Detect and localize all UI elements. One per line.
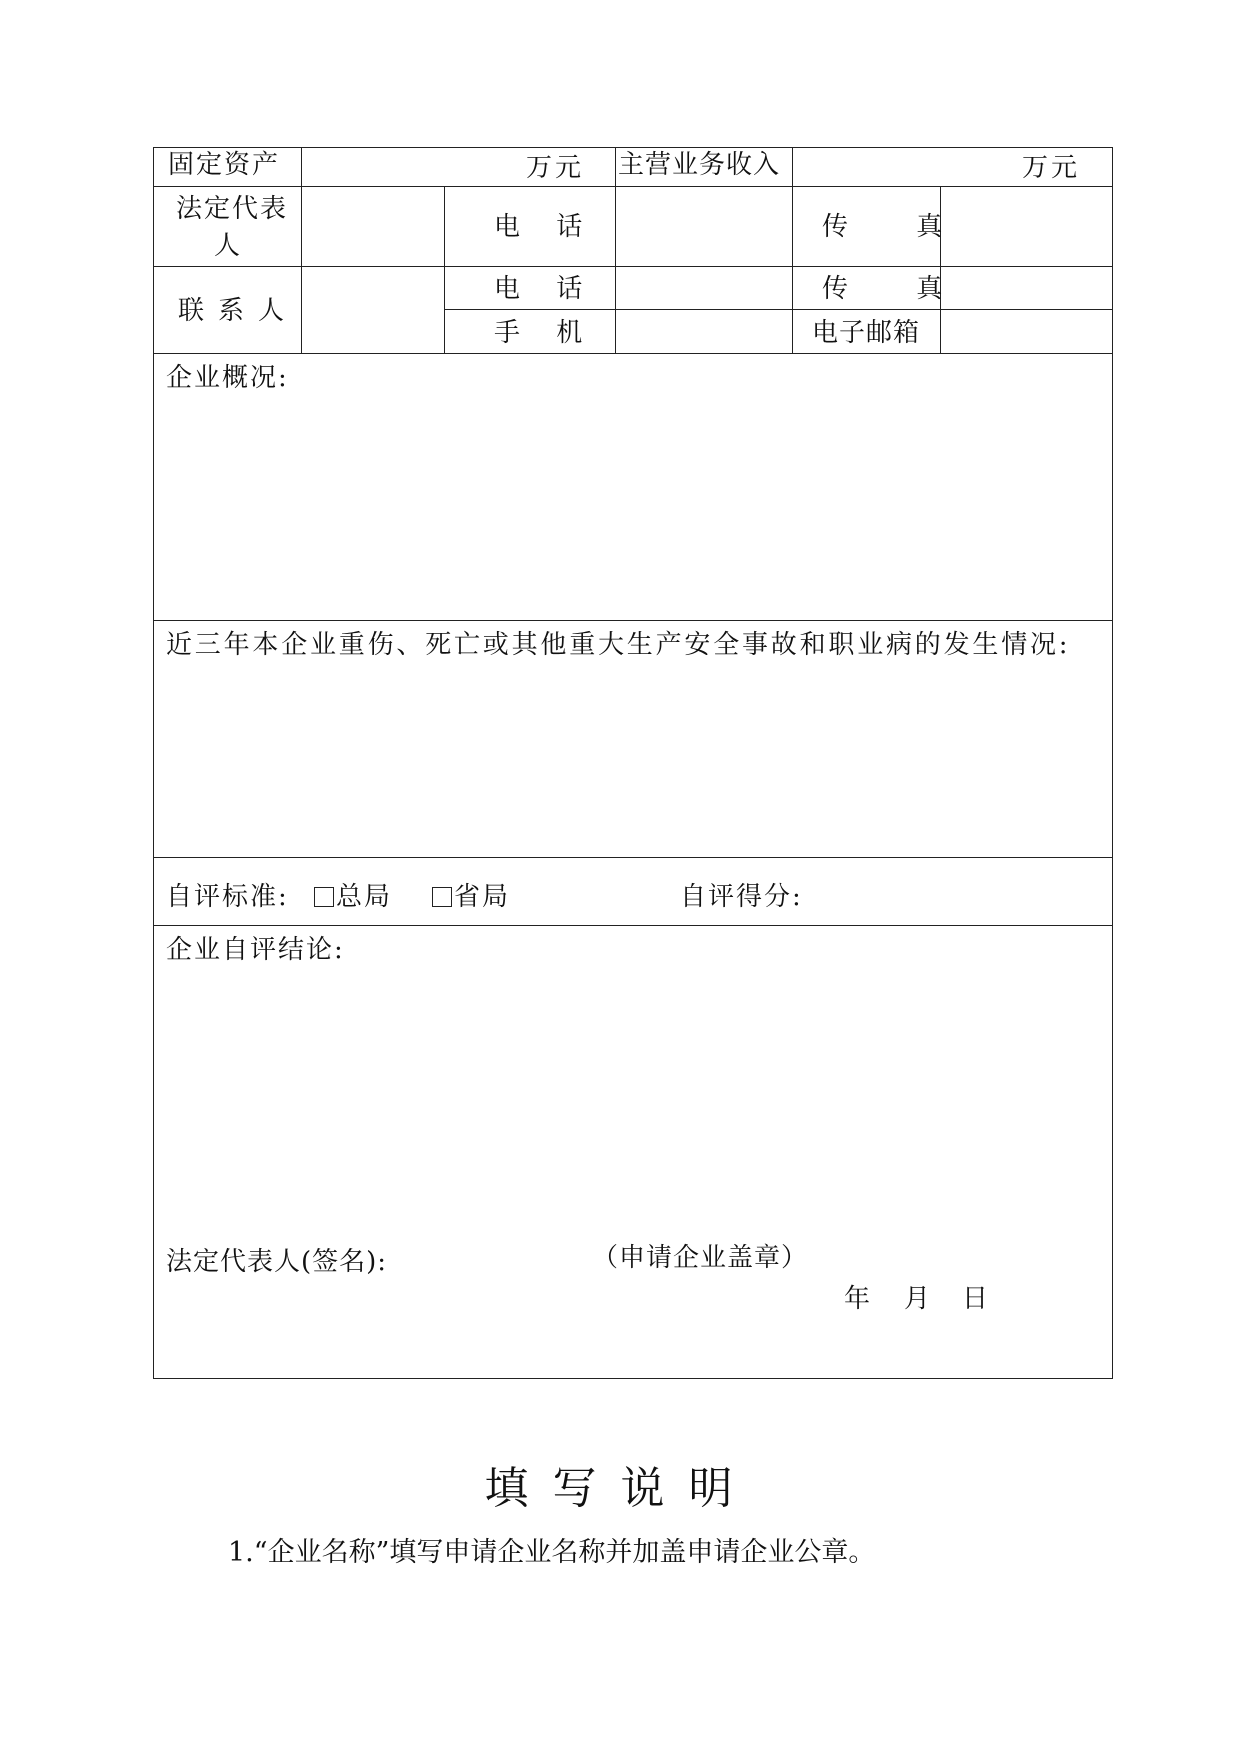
date-year: 年 bbox=[844, 1284, 871, 1314]
col-divider bbox=[301, 148, 302, 353]
fixed-assets-unit: 万元 bbox=[526, 153, 585, 183]
checkbox-icon[interactable] bbox=[314, 887, 334, 907]
row-divider bbox=[154, 353, 1112, 354]
row-divider bbox=[154, 857, 1112, 858]
application-form-table bbox=[153, 147, 1113, 1379]
self-eval-standard-text: 自评标准: bbox=[166, 882, 289, 912]
self-eval-option-national[interactable] bbox=[314, 882, 392, 912]
overview-label: 企业概况: bbox=[166, 363, 289, 393]
contact-label: 联系人 bbox=[178, 296, 299, 326]
date-day: 日 bbox=[962, 1284, 989, 1314]
email-label: 电子邮箱 bbox=[812, 318, 921, 348]
legal-rep-label-line1: 法定代表 bbox=[176, 194, 289, 224]
legal-rep-phone-label: 电 话 bbox=[494, 212, 597, 242]
legal-rep-fax-label: 传 真 bbox=[822, 212, 973, 242]
revenue-label: 主营业务收入 bbox=[618, 150, 781, 180]
mobile-label: 手 机 bbox=[494, 318, 597, 348]
self-eval-standard-label bbox=[166, 882, 289, 912]
fixed-assets-label: 固定资产 bbox=[168, 150, 281, 180]
row-divider bbox=[154, 925, 1112, 926]
row-divider bbox=[154, 186, 1112, 187]
row-divider bbox=[154, 266, 1112, 267]
contact-fax-label: 传 真 bbox=[822, 274, 973, 304]
legal-rep-label-line2: 人 bbox=[214, 231, 241, 261]
date-month: 月 bbox=[904, 1284, 931, 1314]
self-eval-score-label: 自评得分: bbox=[680, 882, 803, 912]
option-national-label: 总局 bbox=[336, 882, 393, 912]
contact-phone-label: 电 话 bbox=[494, 274, 597, 304]
seal-label: （申请企业盖章） bbox=[592, 1243, 809, 1273]
row-divider bbox=[444, 309, 1112, 310]
col-divider bbox=[792, 148, 793, 353]
instructions-title: 填写说明 bbox=[484, 1463, 757, 1514]
col-divider bbox=[444, 186, 445, 353]
option-provincial-label: 省局 bbox=[454, 882, 511, 912]
accidents-label: 近三年本企业重伤、死亡或其他重大生产安全事故和职业病的发生情况: bbox=[166, 630, 1071, 660]
row-divider bbox=[154, 620, 1112, 621]
instruction-item-1: 1.“企业名称”填写申请企业名称并加盖申请企业公章。 bbox=[228, 1537, 876, 1568]
col-divider bbox=[615, 148, 616, 353]
conclusion-label: 企业自评结论: bbox=[166, 935, 345, 965]
self-eval-option-provincial[interactable] bbox=[432, 882, 510, 912]
signature-label: 法定代表人(签名): bbox=[166, 1247, 388, 1277]
checkbox-icon[interactable] bbox=[432, 887, 452, 907]
revenue-unit: 万元 bbox=[1022, 153, 1081, 183]
